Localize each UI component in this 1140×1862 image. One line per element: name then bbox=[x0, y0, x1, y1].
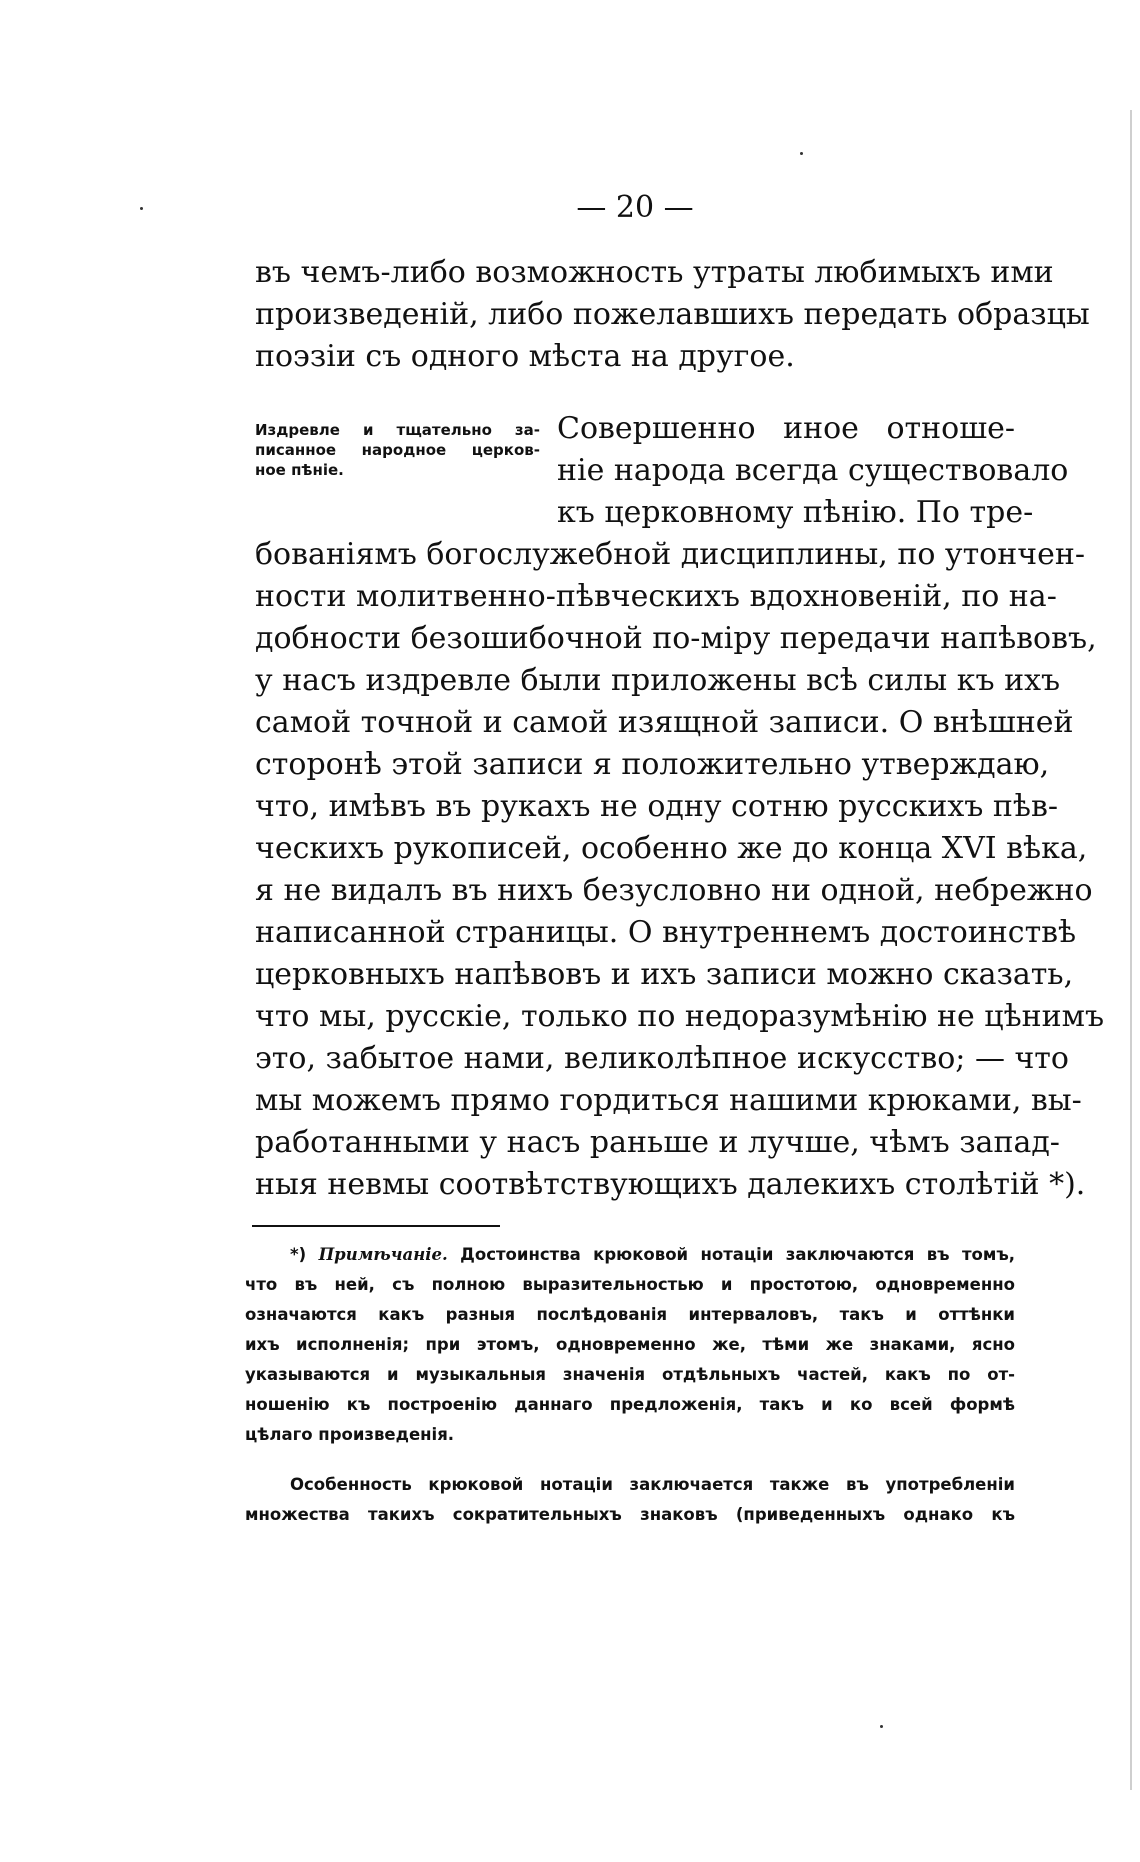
text-line: ніе народа всегда существовало bbox=[557, 453, 1069, 488]
paragraph-start bbox=[557, 408, 1069, 534]
footnote-first-line bbox=[245, 1240, 1015, 1270]
intro-paragraph bbox=[255, 252, 1090, 378]
print-speck bbox=[880, 1725, 883, 1728]
footnote-line: множества такихъ сократительныхъ знаковъ (приведенныхъ однако къ bbox=[245, 1505, 1015, 1524]
margin-note-line: писанное народное церков- bbox=[255, 441, 540, 459]
margin-note-line: Издревле и тщательно за- bbox=[255, 421, 540, 439]
text-line: я не видалъ въ нихъ безусловно ни одной, небрежно bbox=[255, 873, 1093, 908]
print-speck bbox=[140, 207, 143, 210]
text-line: написанной страницы. О внутреннемъ достоинствѣ bbox=[255, 915, 1077, 950]
text-line: въ чемъ-либо возможность утраты любимыхъ ими bbox=[255, 255, 1054, 290]
text-line: работанными у насъ раньше и лучше, чѣмъ запад- bbox=[255, 1125, 1060, 1160]
text-line: добности безошибочной по-міру передачи напѣвовъ, bbox=[255, 621, 1097, 656]
text-line: ческихъ рукописей, особенно же до конца XVI вѣка, bbox=[255, 831, 1088, 866]
footnote-continuation bbox=[245, 1470, 1015, 1530]
text-line: что мы, русскіе, только по недоразумѣнію не цѣнимъ bbox=[255, 999, 1105, 1034]
text-line: бованіямъ богослужебной дисциплины, по утончен- bbox=[255, 537, 1085, 572]
text-line: къ церковному пѣнію. По тре- bbox=[557, 495, 1034, 530]
footnote-line: ношенію къ построенію даннаго предложенія, такъ и ко всей формѣ bbox=[245, 1395, 1015, 1414]
text-line: произведеній, либо пожелавшихъ передать образцы bbox=[255, 297, 1090, 332]
text-line: Совершенно иное отноше- bbox=[557, 411, 1015, 446]
footnote-line: ихъ исполненія; при этомъ, одновременно же, тѣми же знаками, ясно bbox=[245, 1335, 1015, 1354]
text-line: это, забытое нами, великолѣпное искусство; — что bbox=[255, 1041, 1069, 1076]
footnote-line: указываются и музыкальныя значенія отдѣльныхъ частей, какъ по от- bbox=[245, 1365, 1015, 1384]
footnote-marker: *) bbox=[290, 1245, 307, 1264]
text-line: сторонѣ этой записи я положительно утверждаю, bbox=[255, 747, 1050, 782]
page-number: — 20 — bbox=[576, 190, 694, 225]
footnote-label: Примѣчаніе. bbox=[318, 1245, 448, 1264]
footnote-separator bbox=[252, 1225, 500, 1227]
footnote-text: Достоинства крюковой нотаціи заключаются въ томъ, bbox=[460, 1245, 1016, 1264]
text-line: поэзіи съ одного мѣста на другое. bbox=[255, 339, 795, 374]
text-line: что, имѣвъ въ рукахъ не одну сотню русскихъ пѣв- bbox=[255, 789, 1059, 824]
text-line: ныя невмы соотвѣтствующихъ далекихъ столѣтій *). bbox=[255, 1167, 1086, 1202]
text-line: мы можемъ прямо гордиться нашими крюками, вы- bbox=[255, 1083, 1082, 1118]
text-line: у насъ издревле были приложены всѣ силы къ ихъ bbox=[255, 663, 1061, 698]
text-line: церковныхъ напѣвовъ и ихъ записи можно сказать, bbox=[255, 957, 1074, 992]
margin-note-line: ное пѣніе. bbox=[255, 461, 344, 479]
footnote-line: Особенность крюковой нотаціи заключается также въ употребленіи bbox=[290, 1475, 1015, 1494]
print-speck bbox=[800, 152, 803, 155]
main-paragraph bbox=[255, 534, 1105, 1206]
footnote-line: цѣлаго произведенія. bbox=[245, 1425, 455, 1444]
footnote bbox=[245, 1240, 1015, 1450]
footnote-line: что въ ней, съ полною выразительностью и простотою, одновременно bbox=[245, 1275, 1015, 1294]
text-line: самой точной и самой изящной записи. О внѣшней bbox=[255, 705, 1074, 740]
page-edge-shadow bbox=[1130, 110, 1132, 1790]
margin-note bbox=[255, 420, 540, 480]
footnote-line: означаются какъ разныя послѣдованія интерваловъ, такъ и оттѣнки bbox=[245, 1305, 1015, 1324]
text-line: ности молитвенно-пѣвческихъ вдохновеній, по на- bbox=[255, 579, 1057, 614]
